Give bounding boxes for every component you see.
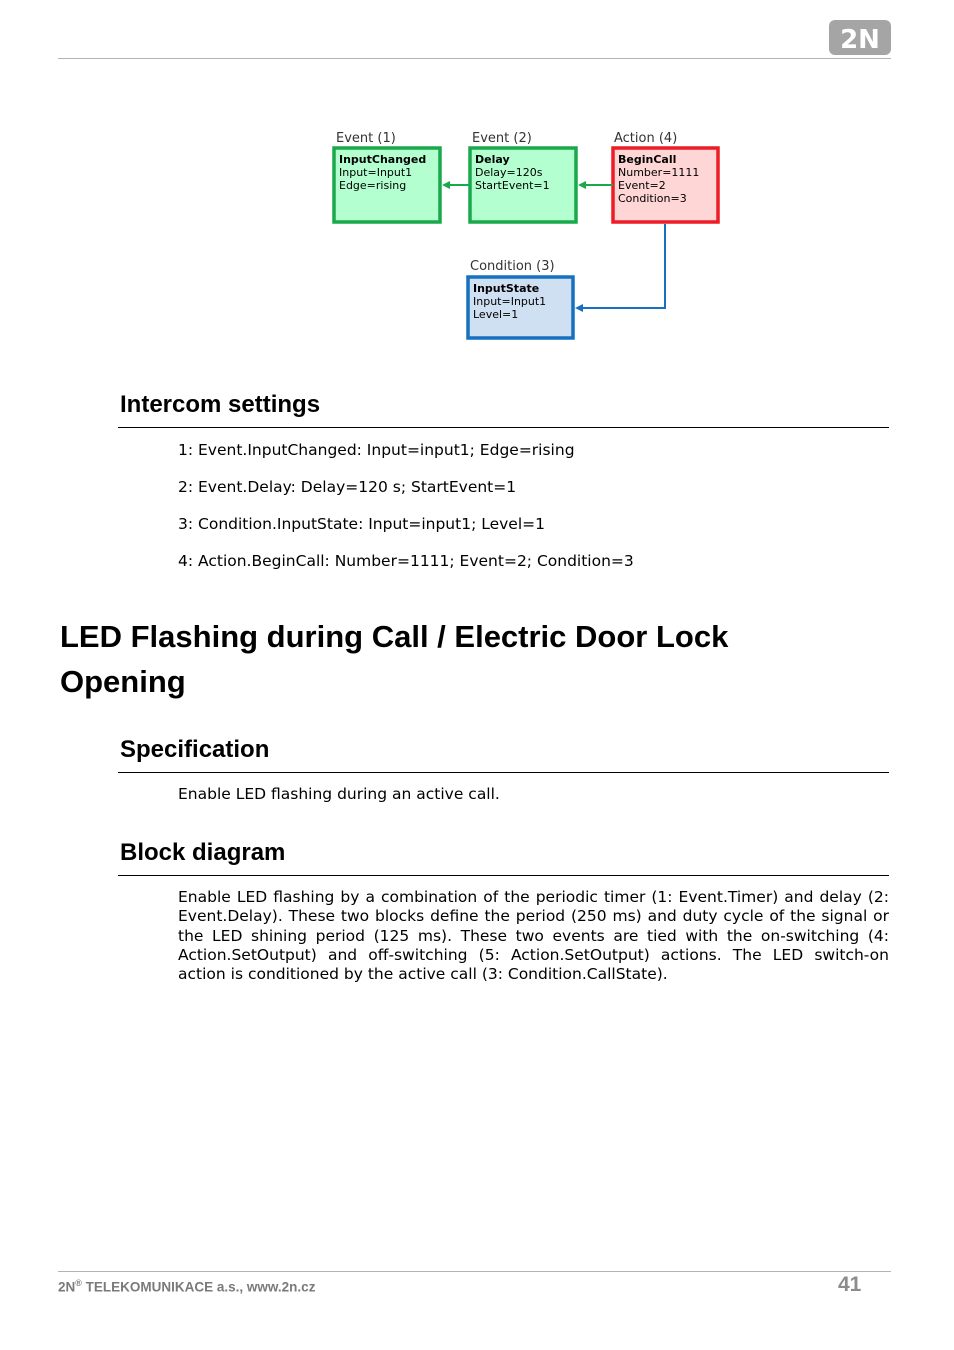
section-title xyxy=(60,614,860,704)
intercom-settings-heading: Intercom settings xyxy=(120,391,321,418)
block-diagram-figure xyxy=(326,122,726,348)
footer-company-text: TELEKOMUNIKACE a.s., www.2n.cz xyxy=(81,1279,316,1295)
block-param: Input=Input1 xyxy=(473,295,547,308)
block-param: Delay=120s xyxy=(475,166,543,179)
block-param: StartEvent=1 xyxy=(475,179,550,192)
block-param: Input=Input1 xyxy=(339,166,413,179)
block-param: Number=1111 xyxy=(618,166,700,179)
block-param: Level=1 xyxy=(473,308,519,321)
block-label-condition-3: Condition (3) xyxy=(470,259,555,274)
connector-action4-to-condition3 xyxy=(582,224,665,308)
block-label-event-1: Event (1) xyxy=(336,131,396,146)
header-rule xyxy=(58,58,891,59)
block-diagram-paragraph: Enable LED flashing by a combination of the periodic timer (1: Event.Timer) and delay (2: Event.Delay). These two blocks define the period (250 ms) and duty cycle of the signal or the LED shining period (125 ms). These two events are tied with the on-switching (4: Action.SetOutput) and off-switching (5: Action.SetOutput) actions. The LED switch-on action is conditioned by the active call (3: Condition.CallState). xyxy=(178,888,889,984)
specification-text: Enable LED flashing during an active call. xyxy=(178,785,500,803)
block-param: Condition=3 xyxy=(618,192,687,205)
svg-text:2N: 2N xyxy=(840,25,880,55)
block-name-event-1: InputChanged xyxy=(339,153,427,166)
block-name-action-4: BeginCall xyxy=(618,153,677,166)
block-param: Edge=rising xyxy=(339,179,407,192)
specification-heading: Specification xyxy=(120,736,270,763)
block-param: Event=2 xyxy=(618,179,666,192)
arrow-head xyxy=(575,304,583,312)
footer-brand: 2N xyxy=(58,1279,76,1295)
block-name-condition-3: InputState xyxy=(473,282,540,295)
block-diagram-heading: Block diagram xyxy=(120,839,286,866)
2n-logo xyxy=(828,19,892,56)
registered-mark: ® xyxy=(75,1278,82,1288)
settings-item: 1: Event.InputChanged: Input=input1; Edge=rising xyxy=(178,441,575,459)
settings-item: 4: Action.BeginCall: Number=1111; Event=2; Condition=3 xyxy=(178,552,634,570)
section-title-line2: Opening xyxy=(60,664,186,699)
footer-company xyxy=(58,1278,315,1295)
arrow-head xyxy=(442,181,450,189)
block-name-event-2: Delay xyxy=(475,153,510,166)
block-label-action-4: Action (4) xyxy=(614,131,678,146)
section-title-line1: LED Flashing during Call / Electric Door Lock xyxy=(60,619,729,654)
heading-rule xyxy=(118,427,889,428)
heading-rule xyxy=(118,772,889,773)
settings-item: 3: Condition.InputState: Input=input1; Level=1 xyxy=(178,515,545,533)
page-number: 41 xyxy=(838,1273,862,1296)
arrow-head xyxy=(578,181,586,189)
block-label-event-2: Event (2) xyxy=(472,131,532,146)
settings-item: 2: Event.Delay: Delay=120 s; StartEvent=1 xyxy=(178,478,517,496)
footer-rule xyxy=(58,1271,891,1272)
heading-rule xyxy=(118,875,889,876)
